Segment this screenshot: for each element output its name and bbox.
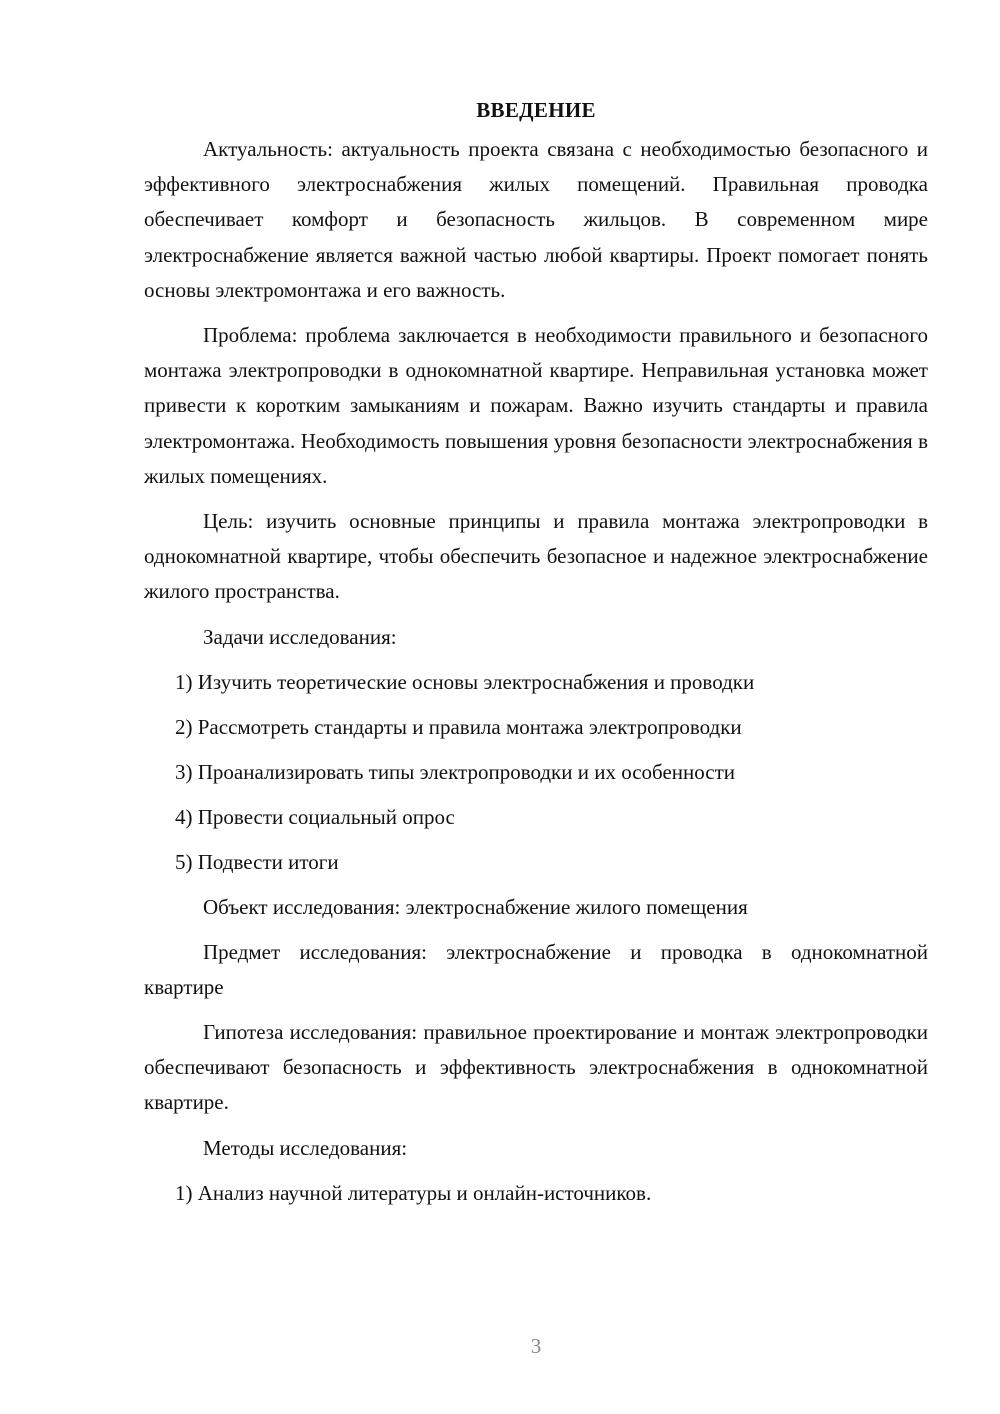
problem-paragraph: Проблема: проблема заключается в необходимости правильного и безопасного монтажа электропроводки в однокомнатной квартире. Неправильная установка может привести к коротким замыканиям и пожарам. Важно изучить стандарты и правила электромонтажа. Необходимость повышения уровня безопасности электроснабжения в жилых помещениях. (144, 323, 928, 488)
tasks-heading: Задачи исследования: (203, 624, 397, 649)
subject-paragraph: Предмет исследования: электроснабжение и проводка в однокомнатной квартире (144, 939, 928, 999)
relevance-paragraph: Актуальность: актуальность проекта связана с необходимостью безопасного и эффективного электроснабжения жилых помещений. Правильная проводка обеспечивает комфорт и безопасность жильцов. В современном мире электроснабжение является важной частью любой квартиры. Проект помогает понять основы электромонтажа и его важность. (144, 137, 928, 302)
list-item: 2) Рассмотреть стандарты и правила монтажа электропроводки (175, 714, 742, 739)
tasks-list (144, 665, 928, 880)
page-number: 3 (530, 1334, 542, 1358)
object-line: Объект исследования: электроснабжение жилого помещения (203, 894, 748, 919)
list-item: 1) Изучить теоретические основы электроснабжения и проводки (175, 669, 755, 694)
goal-paragraph: Цель: изучить основные принципы и правила монтажа электропроводки в однокомнатной квартире, чтобы обеспечить безопасное и надежное электроснабжение жилого пространства. (144, 509, 928, 604)
methods-heading: Методы исследования: (203, 1135, 408, 1160)
section-title: ВВЕДЕНИЕ (476, 98, 596, 122)
list-item: 3) Проанализировать типы электропроводки и их особенности (175, 759, 736, 784)
methods-list (144, 1176, 928, 1211)
list-item: 4) Провести социальный опрос (175, 804, 455, 829)
list-item: 1) Анализ научной литературы и онлайн-источников. (175, 1180, 652, 1205)
hypothesis-paragraph: Гипотеза исследования: правильное проектирование и монтаж электропроводки обеспечивают безопасность и эффективность электроснабжения в однокомнатной квартире. (144, 1020, 928, 1115)
list-item: 5) Подвести итоги (175, 849, 339, 874)
document-page (144, 96, 928, 1221)
